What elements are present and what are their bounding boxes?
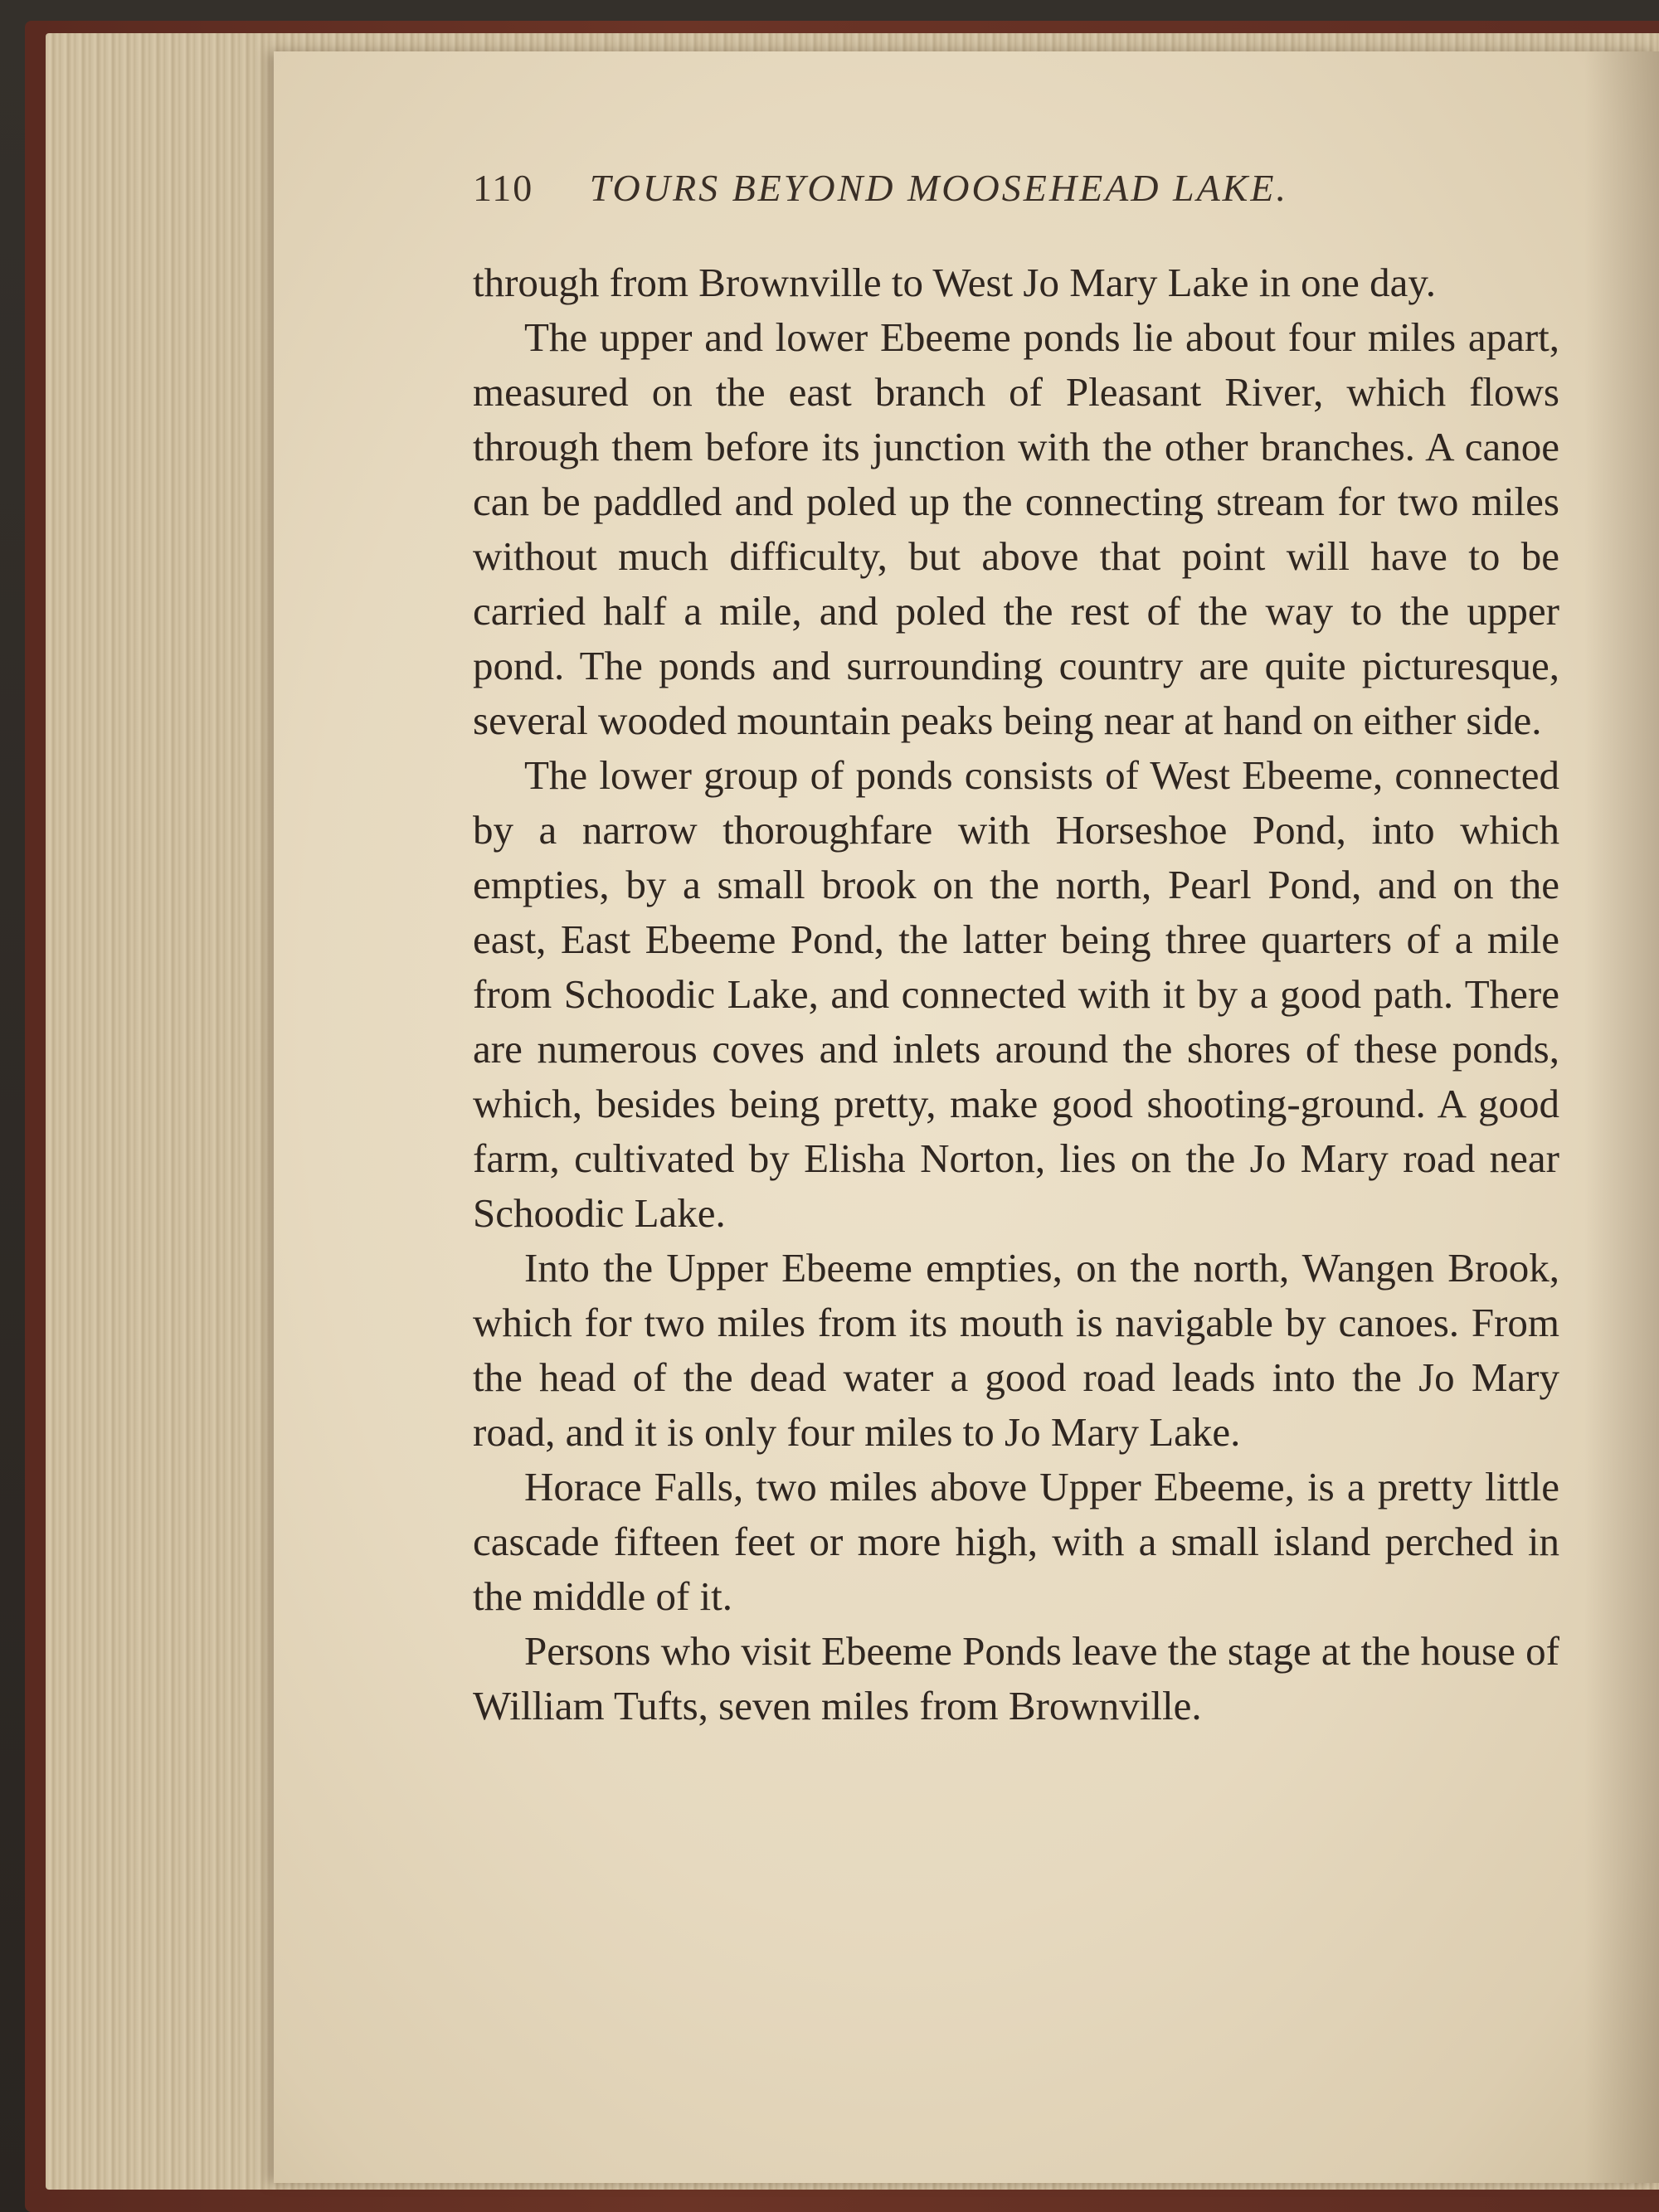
- body-text: [473, 255, 1559, 1733]
- page-header: [473, 166, 1452, 216]
- paragraph: Horace Falls, two miles above Upper Ebeeme, is a pretty little cascade fifteen feet or more high, with a small island perched in the middle of it.: [473, 1464, 1559, 1619]
- paragraph: Into the Upper Ebeeme empties, on the north, Wangen Brook, which for two miles from its mouth is navigable by canoes. From the head of the dead water a good road leads into the Jo Mary road, and it is only four miles to Jo Mary Lake.: [473, 1245, 1559, 1455]
- paragraph: Persons who visit Ebeeme Ponds leave the stage at the house of William Tufts, seven miles from Brownville.: [473, 1628, 1559, 1728]
- paragraph: The upper and lower Ebeeme ponds lie about four miles apart, measured on the east branch of Pleasant River, which flows through them before its junction with the other branches. A canoe can be paddled and poled up the connecting stream for two miles without much difficulty, but above that point will have to be carried half a mile, and poled the rest of the way to the upper pond. The ponds and surrounding country are quite picturesque, several wooded mountain peaks being near at hand on either side.: [473, 314, 1559, 743]
- paragraph: through from Brownville to West Jo Mary Lake in one day.: [473, 260, 1436, 305]
- running-head: TOURS BEYOND MOOSEHEAD LAKE.: [589, 167, 1288, 209]
- page-number: 110: [473, 167, 534, 209]
- paragraph: The lower group of ponds consists of West Ebeeme, connected by a narrow thoroughfare with Horseshoe Pond, into which empties, by a small brook on the north, Pearl Pond, and on the east, East Ebeeme Pond, the latter being three quarters of a mile from Schoodic Lake, and connected with it by a good path. There are numerous coves and inlets around the shores of these ponds, which, besides being pretty, make good shooting-ground. A good farm, cultivated by Elisha Norton, lies on the Jo Mary road near Schoodic Lake.: [473, 752, 1559, 1236]
